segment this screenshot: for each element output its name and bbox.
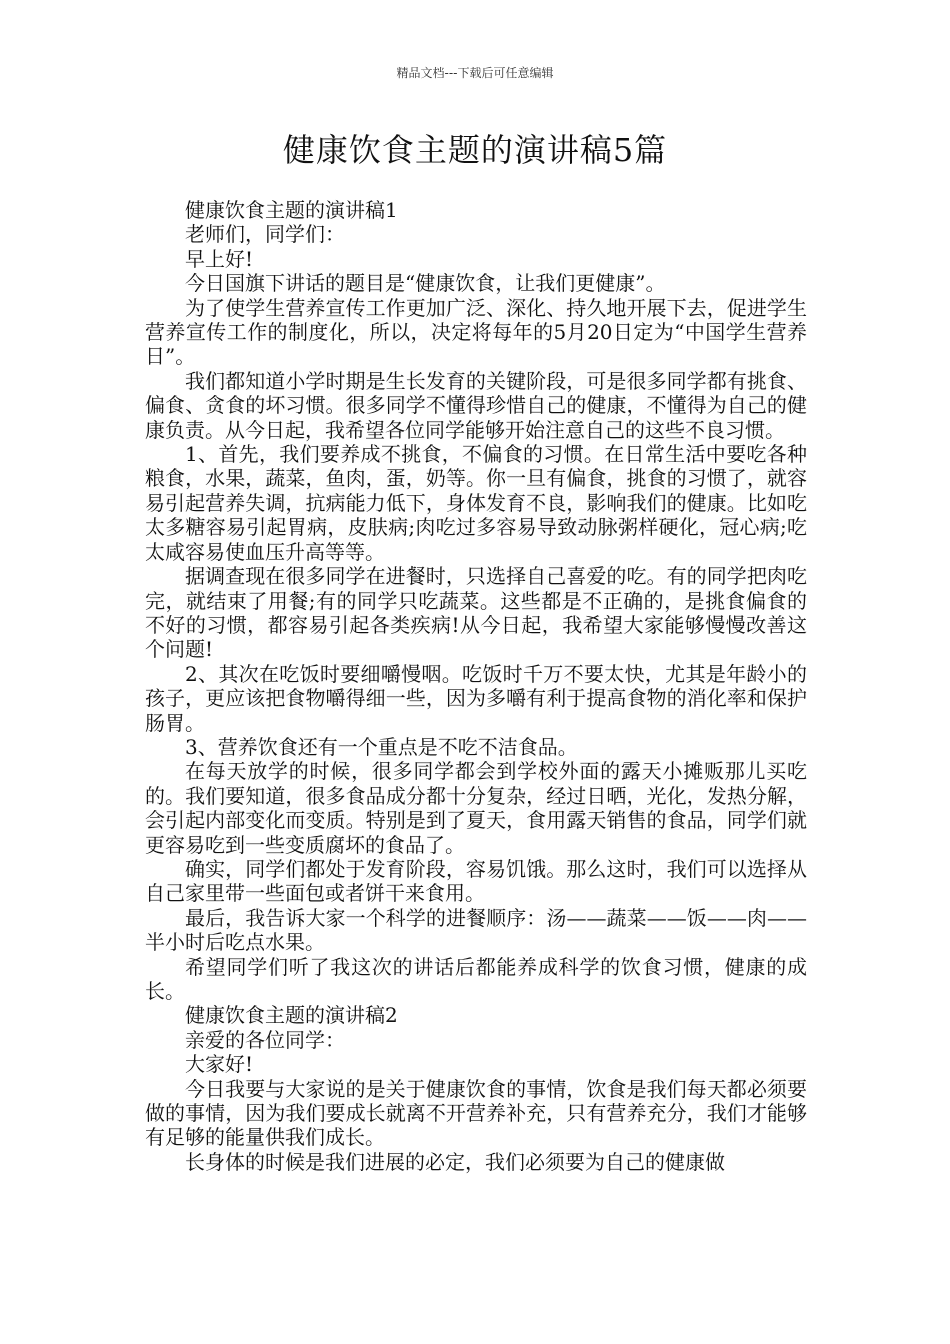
paragraph: 据调查现在很多同学在进餐时，只选择自己喜爱的吃。有的同学把肉吃完，就结束了用餐;有的同学只吃蔬菜。这些都是不正确的，是挑食偏食的不好的习惯，都容易引起各类疾病!从今日起，我希望大家能够慢慢改善这个问题! bbox=[145, 564, 807, 662]
paragraph: 1、首先，我们要养成不挑食，不偏食的习惯。在日常生活中要吃各种粮食，水果，蔬菜，鱼肉，蛋，奶等。你一旦有偏食，挑食的习惯了，就容易引起营养失调，抗病能力低下，身体发育不良，影响我们的健康。比如吃太多糖容易引起胃病，皮肤病;肉吃过多容易导致动脉粥样硬化，冠心病;吃太咸容易使血压升高等等。 bbox=[145, 442, 807, 564]
paragraph: 希望同学们听了我这次的讲话后都能养成科学的饮食习惯，健康的成长。 bbox=[145, 954, 807, 1003]
paragraph: 长身体的时候是我们进展的必定，我们必须要为自己的健康做 bbox=[185, 1149, 725, 1174]
paragraph: 今日国旗下讲话的题目是“健康饮食，让我们更健康”。 bbox=[185, 271, 666, 296]
document-body bbox=[145, 198, 807, 1174]
paragraph: 大家好! bbox=[185, 1052, 254, 1077]
paragraph: 最后，我告诉大家一个科学的进餐顺序：汤——蔬菜——饭——肉——半小时后吃点水果。 bbox=[145, 905, 807, 955]
paragraph: 在每天放学的时候，很多同学都会到学校外面的露天小摊贩那儿买吃的。我们要知道，很多食品成分都十分复杂，经过日晒，光化，发热分解，会引起内部变化而变质。特别是到了夏天，食用露天销售的食品，同学们就更容易吃到一些变质腐坏的食品了。 bbox=[145, 759, 807, 857]
paragraph: 确实，同学们都处于发育阶段，容易饥饿。那么这时，我们可以选择从自己家里带一些面包或者饼干来食用。 bbox=[145, 856, 807, 906]
paragraph: 2、其次在吃饭时要细嚼慢咽。吃饭时千万不要太快，尤其是年龄小的孩子，更应该把食物嚼得细一些，因为多嚼有利于提高食物的消化率和保护肠胃。 bbox=[145, 661, 807, 735]
paragraph: 健康饮食主题的演讲稿2 bbox=[185, 1003, 398, 1028]
paragraph: 健康饮食主题的演讲稿1 bbox=[185, 198, 398, 222]
paragraph: 亲爱的各位同学： bbox=[185, 1027, 345, 1052]
paragraph: 老师们，同学们： bbox=[185, 222, 345, 247]
paragraph: 3、营养饮食还有一个重点是不吃不洁食品。 bbox=[185, 734, 578, 759]
paragraph: 为了使学生营养宣传工作更加广泛、深化、持久地开展下去，促进学生营养宣传工作的制度化，所以，决定将每年的5月20日定为“中国学生营养日”。 bbox=[145, 295, 807, 369]
paragraph: 早上好! bbox=[185, 246, 254, 271]
paragraph: 今日我要与大家说的是关于健康饮食的事情，饮食是我们每天都必须要做的事情，因为我们要成长就离不开营养补充，只有营养充分，我们才能够有足够的能量供我们成长。 bbox=[145, 1076, 807, 1150]
document-title: 健康饮食主题的演讲稿5篇 bbox=[282, 131, 668, 169]
page-header-note: 精品文档---下载后可任意编辑 bbox=[396, 66, 554, 80]
paragraph: 我们都知道小学时期是生长发育的关键阶段，可是很多同学都有挑食、偏食、贪食的坏习惯。很多同学不懂得珍惜自己的健康，不懂得为自己的健康负责。从今日起，我希望各位同学能够开始注意自己的这些不良习惯。 bbox=[145, 368, 807, 442]
